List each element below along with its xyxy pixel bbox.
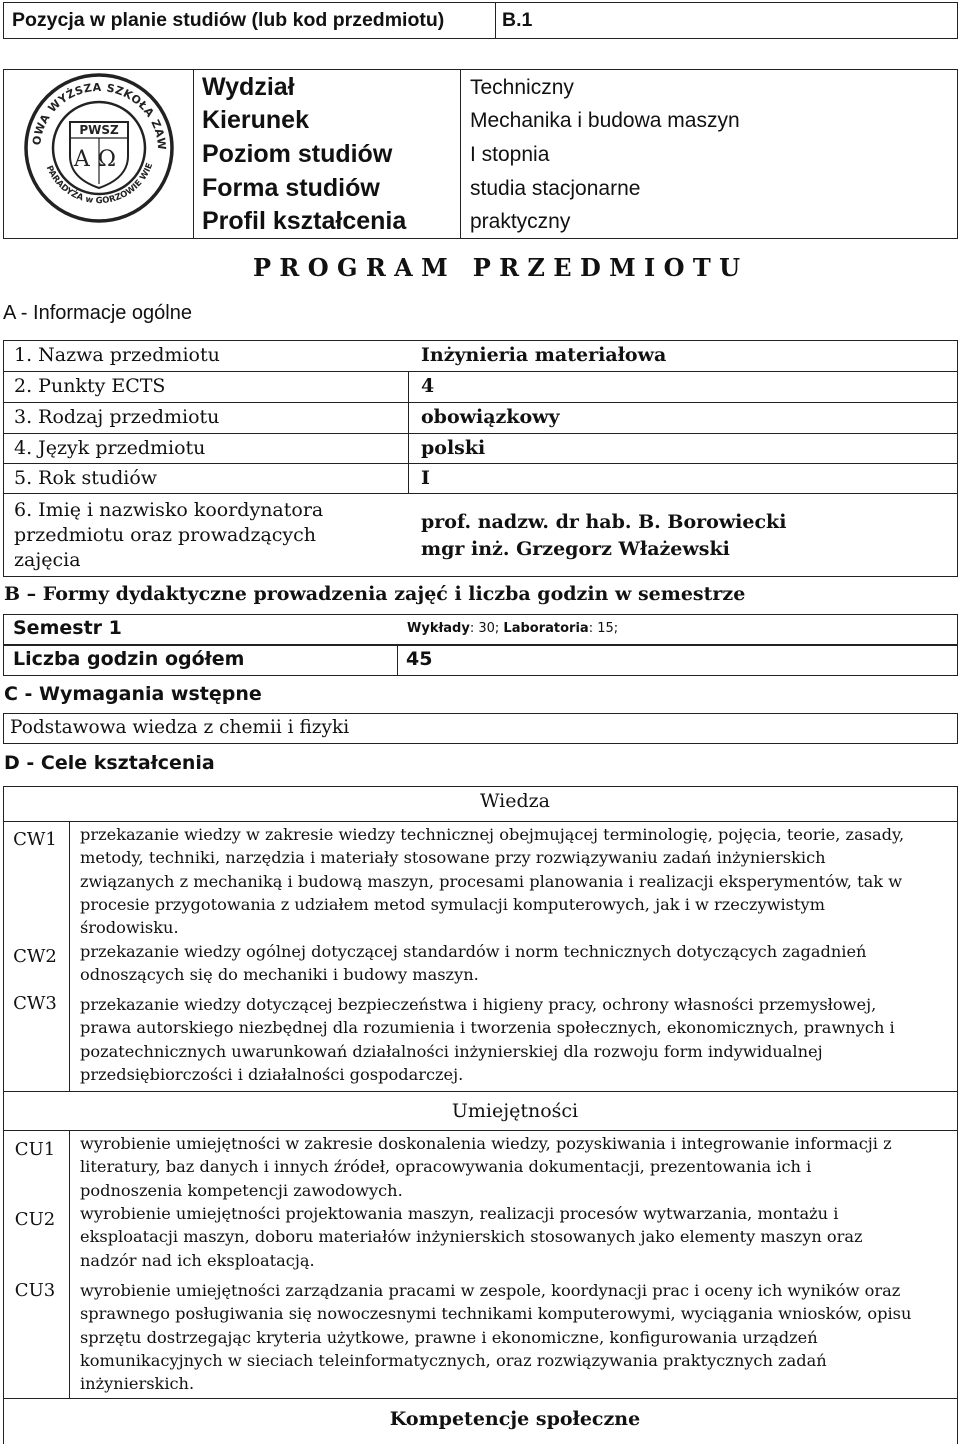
- language-value: polski: [421, 437, 486, 459]
- goal-text-cw1: [80, 823, 952, 939]
- university-seal-icon: [20, 66, 178, 224]
- info-row-line: [3, 493, 958, 494]
- goal-text-cu1: [80, 1132, 952, 1202]
- goal-line: wyrobienie umiejętności zarządzania pracami w zespole, koordynacji prac i oceny ich wyników oraz: [80, 1281, 901, 1300]
- goal-line: odnoszących się do mechaniki i budowy maszyn.: [80, 965, 479, 985]
- goal-line: inżynierskich.: [80, 1374, 195, 1394]
- goal-line: środowisku.: [80, 918, 179, 938]
- header-value-divider: [460, 69, 461, 239]
- program-title: P R O G R A M P R Z E D M I O T U: [253, 253, 741, 282]
- top-bar-divider: [495, 2, 496, 39]
- prerequisites-text: Podstawowa wiedza z chemii i fizyki: [10, 717, 350, 738]
- svg-text:PAŃSTWOWA WYŻSZA SZKOŁA ZAWODO: OWA WYŻSZA SZKOŁA ZAW: [30, 80, 169, 151]
- svg-text:im. JAKUBA z PARADYŻA w GORZOW: PARADYŻA w GORZOWIE WIE: [43, 161, 156, 207]
- goal-line: procesie przygotowania z udziałem metod symulacji komputerowych, jak i w rzeczywistym: [80, 894, 825, 914]
- level-value: I stopnia: [470, 143, 550, 166]
- goals-line: [3, 1398, 958, 1399]
- lab-hours: : 15;: [588, 621, 619, 636]
- total-hours-value: 45: [406, 648, 433, 670]
- lecture-hours: : 30;: [469, 621, 504, 636]
- goal-text-cu2: [80, 1202, 952, 1272]
- section-d-title: D - Cele kształcenia: [4, 752, 215, 774]
- goal-line: prawa autorskiego niezbędnej dla rozumienia i tworzenia społecznych, ekonomicznych, prawnych i: [80, 1018, 895, 1038]
- goal-line: sprzętu dostrzegając kryteria użytkowe, prawne i ekonomiczne, konfigurowania urządzeń: [80, 1327, 818, 1347]
- coordinator-label-line: przedmiotu oraz prowadzących: [14, 524, 317, 546]
- level-label: Poziom studiów: [202, 140, 393, 168]
- year-label: 5. Rok studiów: [14, 467, 158, 489]
- goal-line: wyrobienie umiejętności projektowania maszyn, realizacji procesów wytwarzania, montażu i: [80, 1204, 839, 1223]
- goal-line: nadzór nad ich eksploatacją.: [80, 1250, 315, 1270]
- goal-code: CU3: [14, 1280, 56, 1301]
- svg-text:PWSZ: PWSZ: [79, 123, 119, 137]
- social-competences-heading: Kompetencje społeczne: [389, 1408, 641, 1430]
- course-type-value: obowiązkowy: [421, 406, 560, 428]
- goal-code: CW1: [13, 829, 57, 850]
- course-type-label: 3. Rodzaj przedmiotu: [14, 406, 220, 428]
- coordinator-label-line: 6. Imię i nazwisko koordynatora: [14, 499, 324, 521]
- section-a-title: A - Informacje ogólne: [3, 302, 192, 324]
- goal-code: CW2: [13, 946, 57, 967]
- profile-value: praktyczny: [470, 210, 571, 233]
- coordinator-label-line: zajęcia: [14, 549, 81, 571]
- goal-line: podnoszenia kompetencji zawodowych.: [80, 1180, 403, 1200]
- info-col-line: [408, 371, 409, 493]
- form-value: studia stacjonarne: [470, 177, 641, 200]
- goal-line: wyrobienie umiejętności w zakresie doskonalenia wiedzy, pozyskiwania i integrowanie informacji z: [80, 1134, 892, 1153]
- goal-line: związanych z mechaniką i budową maszyn, procesami planowania i realizacji eksperymentów, tak w: [80, 871, 903, 891]
- profile-label: Profil kształcenia: [202, 207, 407, 235]
- goal-line: metody, techniki, narzędzia i materiały stosowane przy rozwiązywaniu zadań inżynierskich: [80, 848, 826, 868]
- field-label: Kierunek: [202, 106, 309, 134]
- goals-line: [3, 1130, 958, 1131]
- total-hours-label: Liczba godzin ogółem: [13, 648, 245, 670]
- svg-text:AΩ: AΩ: [73, 147, 125, 172]
- section-c-title: C - Wymagania wstępne: [4, 683, 262, 705]
- goal-text-cw3: [80, 993, 952, 1086]
- course-name-value: Inżynieria materiałowa: [421, 344, 667, 366]
- ects-label: 2. Punkty ECTS: [14, 375, 166, 397]
- goal-line: eksploatacji maszyn, doboru materiałów inżynierskich stosowanych jako elementy maszyn oraz: [80, 1227, 863, 1247]
- field-value: Mechanika i budowa maszyn: [470, 109, 740, 132]
- form-label: Forma studiów: [202, 174, 380, 202]
- total-hours-divider: [397, 645, 398, 676]
- goal-line: pozatechnicznych uwarunkowań działalności inżynierskiej dla rozwoju form indywidualnej: [80, 1041, 823, 1061]
- course-name-label: 1. Nazwa przedmiotu: [14, 344, 220, 366]
- goal-code: CU1: [14, 1139, 56, 1160]
- ects-value: 4: [421, 375, 435, 397]
- goal-line: przekazanie wiedzy dotyczącej bezpieczeństwa i higieny pracy, ochrony własności przemysłowej,: [80, 995, 877, 1014]
- info-row-line: [3, 463, 958, 464]
- lecture-label: Wykłady: [407, 621, 470, 636]
- goal-line: komunikacyjnych w sieciach teleinformatycznych, oraz rozwiązywania praktycznych zadań: [80, 1350, 827, 1370]
- year-value: I: [421, 467, 430, 489]
- knowledge-heading: Wiedza: [479, 790, 551, 812]
- language-label: 4. Język przedmiotu: [14, 437, 206, 459]
- goals-code-divider: [69, 821, 70, 1091]
- goal-line: sprawnego posługiwania się nowoczesnymi technikami komputerowymi, wyciągania wniosków, opisu: [80, 1304, 912, 1324]
- class-forms: [407, 621, 618, 636]
- goals-line: [3, 1091, 958, 1092]
- section-b-title: B – Formy dydaktyczne prowadzenia zajęć i liczba godzin w semestrze: [4, 583, 746, 605]
- lab-label: Laboratoria: [503, 621, 589, 636]
- goal-code: CU2: [14, 1209, 56, 1230]
- goal-text-cu3: [80, 1279, 952, 1395]
- goal-code: CW3: [13, 993, 57, 1014]
- university-logo: [20, 66, 178, 224]
- goals-line: [3, 821, 958, 822]
- info-row-line: [3, 371, 958, 372]
- course-code: B.1: [502, 9, 533, 31]
- plan-position-label: Pozycja w planie studiów (lub kod przedmiotu): [12, 9, 445, 31]
- skills-heading: Umiejętności: [451, 1100, 579, 1122]
- coordinator-name: prof. nadzw. dr hab. B. Borowiecki: [421, 511, 787, 533]
- instructor-name: mgr inż. Grzegorz Włażewski: [421, 538, 730, 560]
- goal-line: przedsiębiorczości i działalności gospodarczej.: [80, 1064, 464, 1084]
- goals-code-divider: [69, 1130, 70, 1398]
- goal-line: literatury, baz danych i innych źródeł, opracowywania dokumentacji, prezentowania ich i: [80, 1157, 812, 1177]
- faculty-label: Wydział: [202, 73, 295, 101]
- goal-text-cw2: [80, 940, 952, 987]
- info-row-line: [3, 402, 958, 403]
- header-logo-divider: [193, 69, 194, 239]
- semester-label: Semestr 1: [13, 617, 122, 639]
- info-row-line: [3, 433, 958, 434]
- goal-line: przekazanie wiedzy w zakresie wiedzy technicznej obejmującej terminologię, pojęcia, teorie, zasady,: [80, 825, 905, 844]
- faculty-value: Techniczny: [470, 76, 574, 99]
- goal-line: przekazanie wiedzy ogólnej dotyczącej standardów i norm technicznych dotyczących zagadnień: [80, 942, 867, 961]
